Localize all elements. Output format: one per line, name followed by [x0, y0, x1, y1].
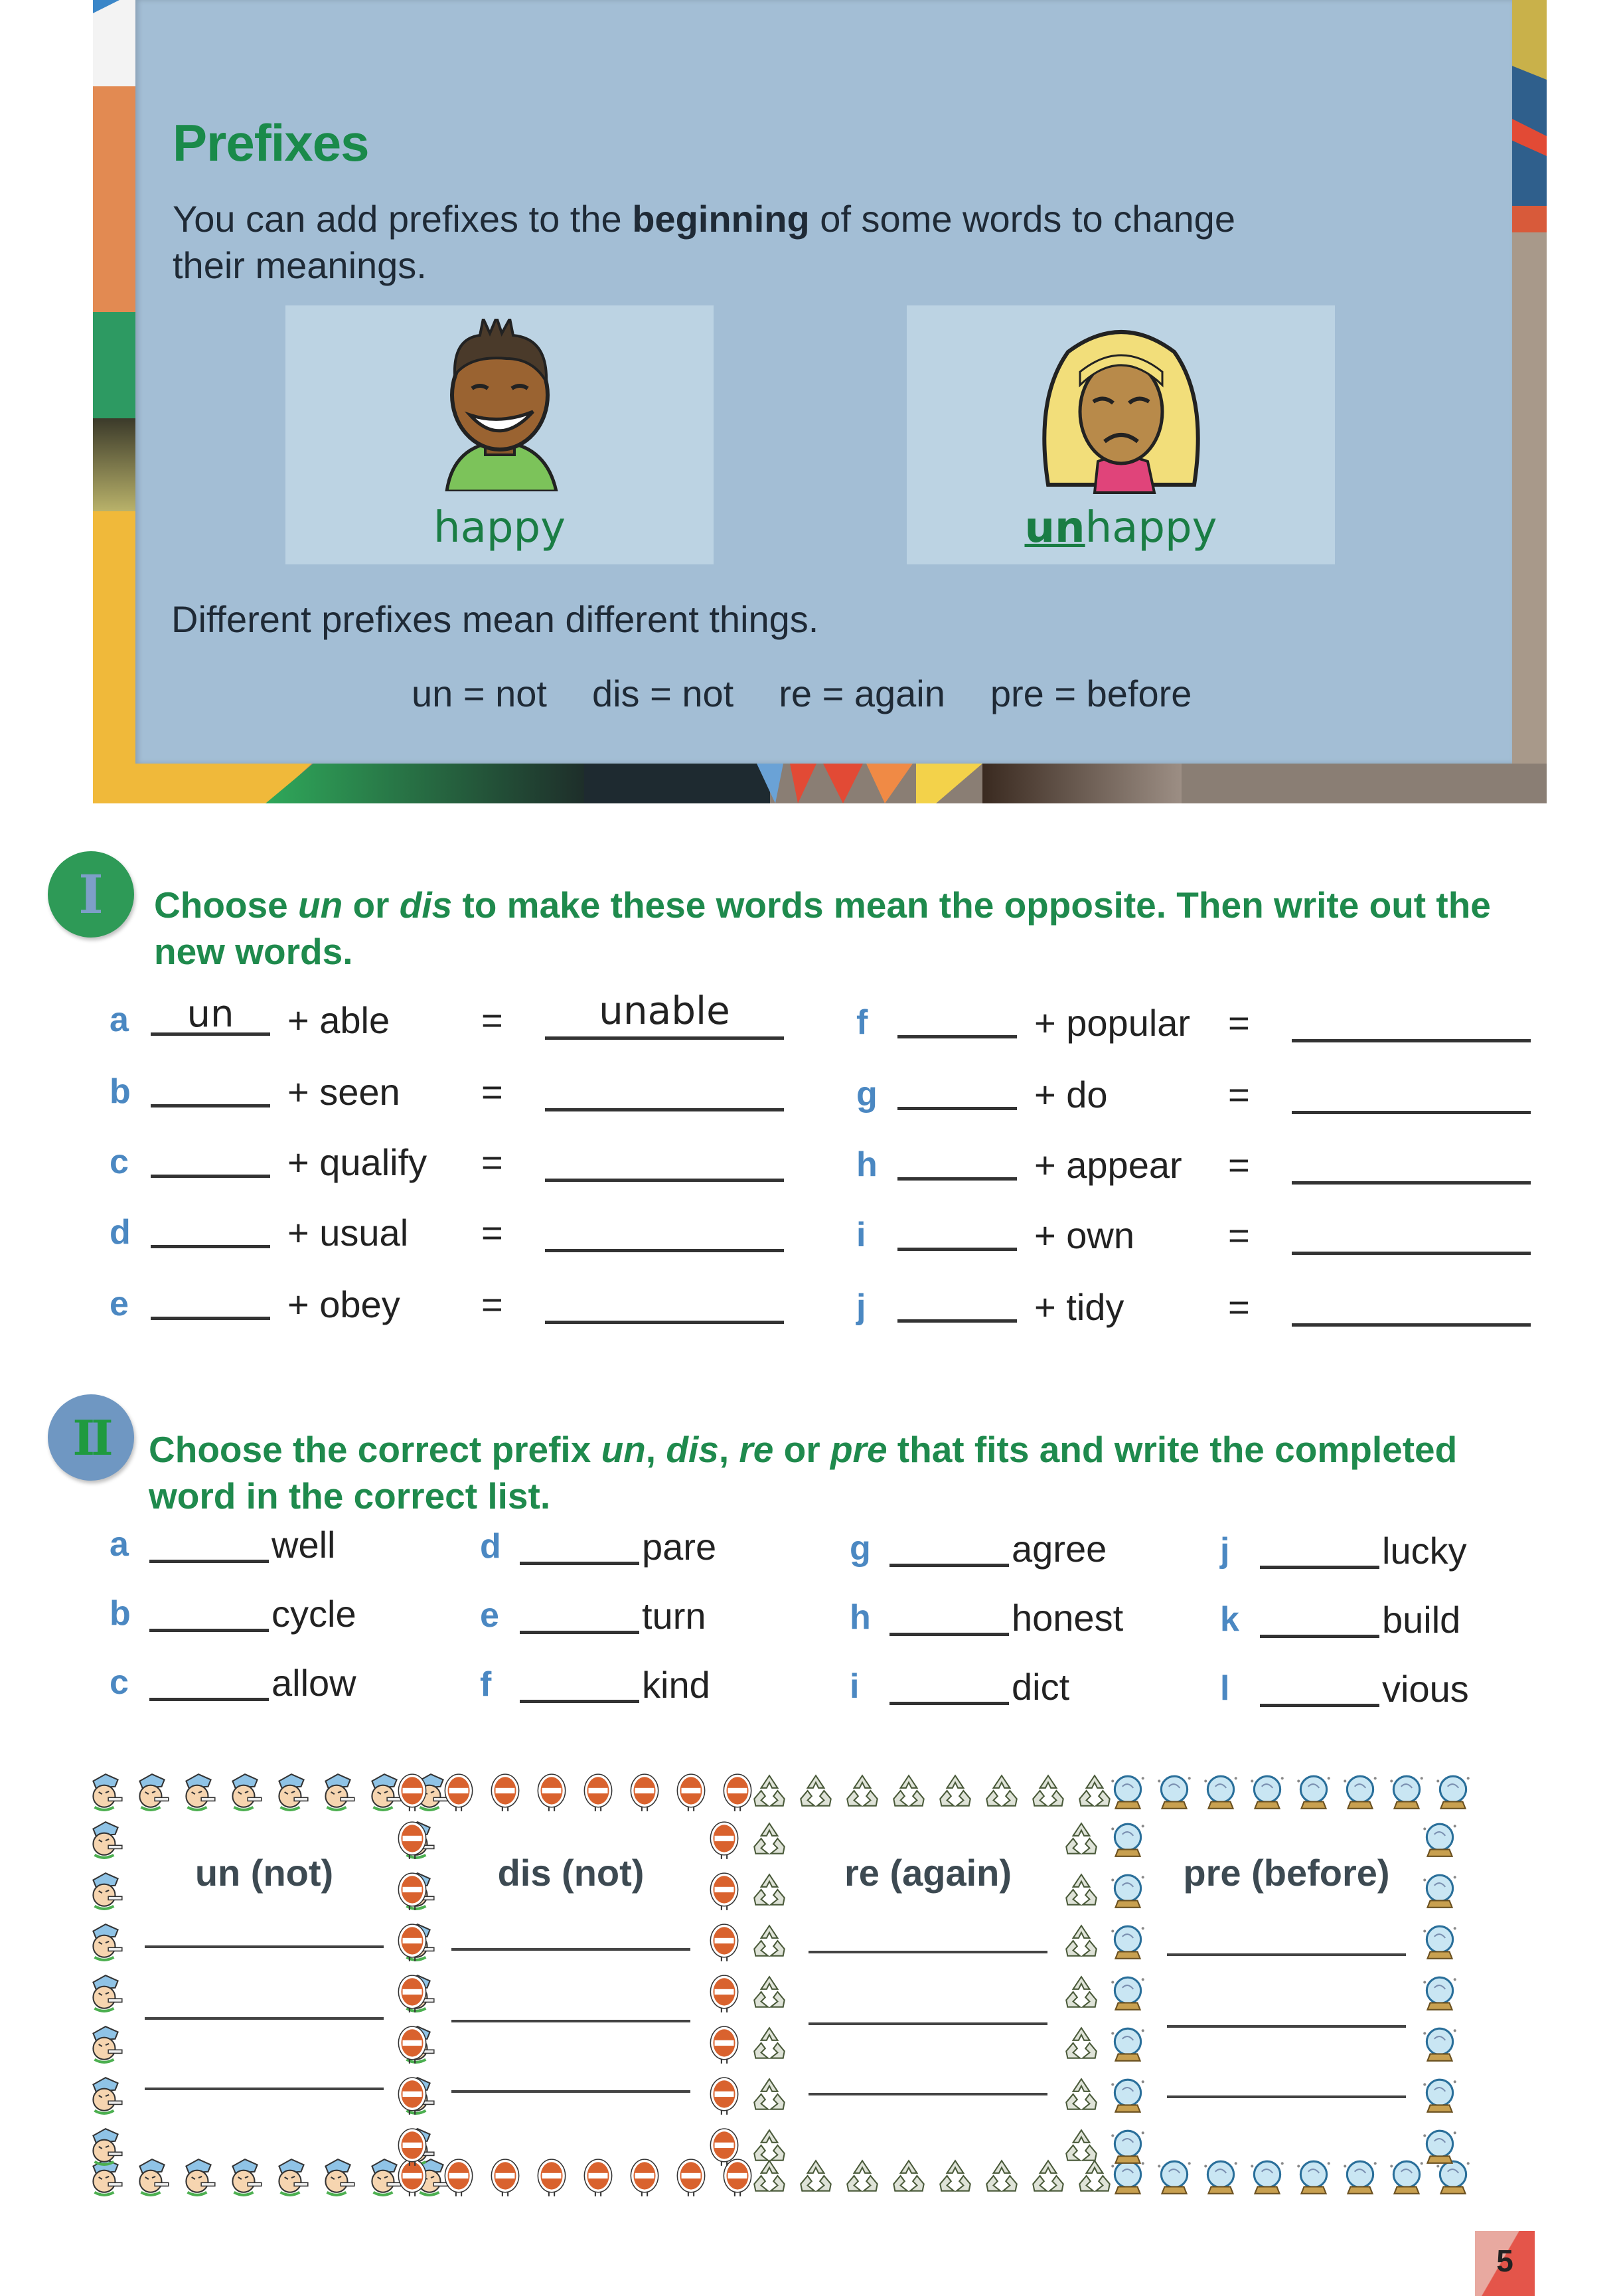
- exercise-1-instruction: Choose un or dis to make these words mean the opposite. Then write out the new words.: [154, 884, 1491, 972]
- grumpy-face-icon: [224, 2157, 266, 2201]
- crystal-ball-icon: [1293, 1771, 1334, 1816]
- no-entry-sign-icon: [392, 1922, 433, 1966]
- list-heading: re (again): [844, 1852, 1012, 1894]
- grumpy-face-icon: [85, 2024, 126, 2068]
- word-stem: honest: [1012, 1597, 1124, 1639]
- item-letter: h: [856, 1145, 878, 1184]
- crystal-ball-icon: [1247, 2157, 1288, 2201]
- list-answer-line[interactable]: [809, 2093, 1047, 2095]
- page-title: Prefixes: [173, 114, 369, 172]
- unhappy-picture-card: [907, 305, 1335, 564]
- exercise-2-item: [850, 1664, 1208, 1717]
- unhappy-caption: unhappy: [1024, 503, 1217, 552]
- item-letter: i: [850, 1667, 860, 1706]
- prefix-answer-blank[interactable]: [1260, 1528, 1379, 1569]
- crystal-ball-icon: [1107, 1771, 1148, 1816]
- word-stem: turn: [642, 1595, 706, 1637]
- equals-sign: =: [1228, 1286, 1250, 1328]
- exercise-2-item: [110, 1591, 468, 1644]
- item-letter: d: [110, 1213, 131, 1252]
- list-answer-line[interactable]: [145, 1945, 384, 1948]
- no-entry-sign-icon: [438, 1771, 479, 1816]
- prefix-answer-blank[interactable]: [520, 1524, 639, 1565]
- word-stem: dict: [1012, 1666, 1070, 1708]
- page-number: 5: [1475, 2231, 1535, 2296]
- no-entry-sign-icon: [704, 2024, 745, 2068]
- prefix-list-0: [85, 1771, 443, 2203]
- item-letter: e: [480, 1596, 499, 1635]
- crystal-ball-icon: [1419, 1973, 1460, 2017]
- no-entry-sign-icon: [670, 1771, 712, 1816]
- prefix-answer-blank[interactable]: un: [151, 996, 270, 1036]
- prefix-list-3: [1107, 1771, 1466, 2203]
- recycle-icon: [1061, 2075, 1102, 2119]
- prefix-meanings: [412, 672, 1192, 715]
- grumpy-face-icon: [224, 1771, 266, 1816]
- word-stem: lucky: [1382, 1530, 1467, 1572]
- prefix-list-2: [749, 1771, 1107, 2203]
- list-answer-line[interactable]: [1167, 2095, 1406, 2098]
- no-entry-sign-icon: [704, 2075, 745, 2119]
- grumpy-face-icon: [85, 1771, 126, 1816]
- exercise-2-item: [850, 1595, 1208, 1648]
- exercise-2-item: [480, 1662, 838, 1715]
- equals-sign: =: [1228, 1002, 1250, 1044]
- recycle-icon: [842, 1771, 883, 1816]
- crystal-ball-icon: [1247, 1771, 1288, 1816]
- no-entry-sign-icon: [531, 1771, 572, 1816]
- base-word: + appear: [1034, 1144, 1182, 1186]
- recycle-icon: [749, 1771, 790, 1816]
- crystal-ball-border-top: [1107, 1771, 1474, 1816]
- equals-sign: =: [481, 1071, 503, 1113]
- recycle-border-top: [749, 1771, 1115, 1816]
- prefix-list-1: [392, 1771, 750, 2203]
- exercise-2-item: [1220, 1528, 1579, 1581]
- banner-frame-right: [1507, 0, 1547, 803]
- happy-picture-card: [285, 305, 714, 564]
- no-entry-sign-icon: [392, 1973, 433, 2017]
- no-entry-sign-icon: [531, 2157, 572, 2201]
- no-entry-sign-icon: [704, 1922, 745, 1966]
- recycle-icon: [749, 1973, 790, 2017]
- recycle-icon: [749, 2126, 790, 2171]
- crystal-ball-icon: [1107, 2075, 1148, 2119]
- prefix-answer-blank[interactable]: [889, 1664, 1009, 1705]
- word-stem: agree: [1012, 1528, 1107, 1570]
- new-word-answer-blank[interactable]: [1292, 1211, 1531, 1255]
- no-entry-sign-icon: [438, 2157, 479, 2201]
- exercise-2-item: [110, 1660, 468, 1713]
- item-letter: b: [110, 1594, 131, 1633]
- prefix-lists: [85, 1771, 1519, 2203]
- list-answer-line[interactable]: [1167, 2025, 1406, 2028]
- no-entry-sign-icon: [392, 2126, 433, 2171]
- base-word: + obey: [287, 1283, 400, 1325]
- exercise-1-badge: I: [48, 851, 134, 938]
- no-entry-sign-border-top: [392, 1771, 758, 1816]
- list-heading: pre (before): [1183, 1852, 1390, 1894]
- sad-girl-icon: [1022, 319, 1221, 498]
- list-answer-line[interactable]: [145, 2088, 384, 2090]
- crystal-ball-icon: [1200, 1771, 1241, 1816]
- list-heading: dis (not): [497, 1852, 645, 1894]
- exercise-2-badge: II: [48, 1394, 134, 1481]
- base-word: + able: [287, 999, 390, 1041]
- intro-banner: [93, 0, 1547, 803]
- crystal-ball-icon: [1432, 1771, 1474, 1816]
- item-letter: c: [110, 1663, 129, 1702]
- grumpy-face-icon: [131, 2157, 173, 2201]
- recycle-icon: [1028, 1771, 1069, 1816]
- crystal-ball-icon: [1293, 2157, 1334, 2201]
- crystal-ball-icon: [1419, 2024, 1460, 2068]
- prefix-answer-blank[interactable]: [897, 1211, 1017, 1251]
- word-stem: vious: [1382, 1668, 1469, 1710]
- no-entry-sign-icon: [485, 1771, 526, 1816]
- no-entry-sign-icon: [578, 1771, 619, 1816]
- item-letter: i: [856, 1216, 866, 1254]
- exercise-1-item: [110, 1068, 807, 1121]
- grumpy-face-icon: [178, 1771, 219, 1816]
- prefix-answer-blank[interactable]: [149, 1591, 269, 1632]
- recycle-icon: [1061, 2126, 1102, 2171]
- new-word-answer-blank[interactable]: [1292, 999, 1531, 1042]
- item-letter: j: [856, 1287, 866, 1326]
- prefix-answer-blank[interactable]: [151, 1138, 270, 1178]
- new-word-answer-blank[interactable]: [545, 1068, 784, 1111]
- word-stem: build: [1382, 1599, 1461, 1641]
- exercise-2-item: [1220, 1597, 1579, 1650]
- prefix-answer-blank[interactable]: [520, 1593, 639, 1634]
- banner-frame-bottom: [93, 764, 1547, 803]
- item-letter: a: [110, 1525, 129, 1564]
- exercise-1-item: [856, 1283, 1553, 1336]
- recycle-icon: [842, 2157, 883, 2201]
- equals-sign: =: [481, 1141, 503, 1183]
- equals-sign: =: [1228, 1144, 1250, 1186]
- grumpy-face-icon: [85, 1973, 126, 2017]
- crystal-ball-icon: [1107, 2126, 1148, 2171]
- base-word: + seen: [287, 1071, 400, 1113]
- item-letter: j: [1220, 1531, 1230, 1570]
- exercise-2-item: [480, 1593, 838, 1646]
- grumpy-face-icon: [271, 2157, 312, 2201]
- meaning-un: un = not: [412, 673, 547, 714]
- exercise-1-item: [856, 1141, 1553, 1194]
- no-entry-sign-icon: [704, 2126, 745, 2171]
- grumpy-face-icon: [178, 2157, 219, 2201]
- recycle-icon: [795, 2157, 836, 2201]
- base-word: + qualify: [287, 1141, 427, 1183]
- item-letter: h: [850, 1598, 871, 1637]
- exercise-1-item: [110, 988, 807, 1049]
- prefix-answer-blank[interactable]: [889, 1526, 1009, 1567]
- grumpy-face-icon: [85, 2126, 126, 2171]
- list-answer-line[interactable]: [451, 2090, 690, 2093]
- word-stem: cycle: [271, 1593, 356, 1635]
- meaning-re: re = again: [779, 673, 945, 714]
- crystal-ball-icon: [1154, 1771, 1195, 1816]
- new-word-answer-blank[interactable]: [545, 1280, 784, 1324]
- equals-sign: =: [1228, 1074, 1250, 1115]
- list-answer-line[interactable]: [451, 2020, 690, 2022]
- prefix-answer-blank[interactable]: [151, 1208, 270, 1248]
- new-word-answer-blank[interactable]: [1292, 1141, 1531, 1185]
- crystal-ball-icon: [1107, 2024, 1148, 2068]
- list-answer-line[interactable]: [145, 2017, 384, 2020]
- grumpy-face-icon: [131, 1771, 173, 1816]
- crystal-ball-icon: [1419, 2075, 1460, 2119]
- prefix-answer-blank[interactable]: [1260, 1666, 1379, 1707]
- word-stem: well: [271, 1524, 336, 1566]
- grumpy-face-icon: [317, 1771, 358, 1816]
- no-entry-sign-icon: [704, 1973, 745, 2017]
- exercise-1-item: [856, 1211, 1553, 1264]
- no-entry-sign-icon: [392, 2024, 433, 2068]
- item-letter: f: [480, 1665, 492, 1704]
- prefix-answer-blank[interactable]: [1260, 1597, 1379, 1638]
- crystal-ball-icon: [1200, 2157, 1241, 2201]
- base-word: + usual: [287, 1212, 409, 1254]
- grumpy-face-icon: [271, 1771, 312, 1816]
- recycle-icon: [1061, 1973, 1102, 2017]
- prefix-answer-blank[interactable]: [897, 1141, 1017, 1181]
- crystal-ball-icon: [1419, 2126, 1460, 2171]
- grumpy-face-icon: [317, 2157, 358, 2201]
- no-entry-sign-icon: [485, 2157, 526, 2201]
- new-word-answer-blank[interactable]: [545, 1138, 784, 1182]
- prefix-answer-blank[interactable]: [520, 1662, 639, 1703]
- list-answer-line[interactable]: [1167, 1953, 1406, 1956]
- no-entry-sign-icon: [392, 2075, 433, 2119]
- base-word: + own: [1034, 1214, 1134, 1256]
- base-word: + do: [1034, 1074, 1108, 1115]
- list-answer-line[interactable]: [809, 2022, 1047, 2025]
- exercise-1-item: [856, 1070, 1553, 1123]
- exercise-2-item: [850, 1526, 1208, 1579]
- equals-sign: =: [481, 999, 503, 1041]
- crystal-ball-icon: [1107, 1973, 1148, 2017]
- no-entry-sign-icon: [624, 1771, 665, 1816]
- new-word-answer-blank[interactable]: [545, 1208, 784, 1252]
- prefix-answer-blank[interactable]: [151, 1068, 270, 1107]
- new-word-answer-blank[interactable]: [1292, 1283, 1531, 1327]
- recycle-icon: [981, 2157, 1022, 2201]
- intro-text: You can add prefixes to the beginning of some words to change their meanings.: [173, 198, 1235, 286]
- item-letter: f: [856, 1003, 868, 1042]
- word-stem: kind: [642, 1664, 710, 1706]
- list-answer-line[interactable]: [451, 1948, 690, 1951]
- item-letter: g: [850, 1529, 871, 1568]
- exercise-2-instruction: Choose the correct prefix un, dis, re or pre that fits and write the completed word in the correct list.: [149, 1429, 1458, 1517]
- recycle-icon: [981, 1771, 1022, 1816]
- different-prefixes-text: Different prefixes mean different things.: [171, 598, 819, 640]
- item-letter: a: [110, 1001, 129, 1039]
- item-letter: b: [110, 1072, 131, 1111]
- recycle-icon: [1061, 2024, 1102, 2068]
- crystal-ball-icon: [1419, 1922, 1460, 1966]
- list-answer-line[interactable]: [809, 1951, 1047, 1953]
- word-stem: pare: [642, 1526, 717, 1568]
- prefix-answer-blank[interactable]: [149, 1522, 269, 1563]
- item-letter: l: [1220, 1669, 1230, 1708]
- grumpy-face-icon: [85, 2075, 126, 2119]
- exercise-2-item: [1220, 1666, 1579, 1719]
- prefix-answer-blank[interactable]: [897, 1283, 1017, 1323]
- item-letter: e: [110, 1285, 129, 1323]
- recycle-icon: [935, 2157, 976, 2201]
- exercise-1-item: [110, 1208, 807, 1262]
- recycle-icon: [749, 2024, 790, 2068]
- equals-sign: =: [481, 1212, 503, 1254]
- recycle-icon: [888, 2157, 929, 2201]
- happy-boy-icon: [407, 319, 593, 491]
- crystal-ball-icon: [1386, 1771, 1427, 1816]
- happy-caption: happy: [433, 503, 566, 552]
- no-entry-sign-icon: [392, 1771, 433, 1816]
- exercise-1-item: [856, 999, 1553, 1052]
- no-entry-sign-icon: [578, 2157, 619, 2201]
- recycle-icon: [888, 1771, 929, 1816]
- grumpy-face-icon: [85, 1922, 126, 1966]
- base-word: + popular: [1034, 1002, 1191, 1044]
- item-letter: c: [110, 1143, 129, 1181]
- item-letter: g: [856, 1075, 878, 1113]
- crystal-ball-icon: [1154, 2157, 1195, 2201]
- recycle-icon: [1061, 1922, 1102, 1966]
- recycle-icon: [935, 1771, 976, 1816]
- equals-sign: =: [481, 1283, 503, 1325]
- crystal-ball-icon: [1340, 2157, 1381, 2201]
- equals-sign: =: [1228, 1214, 1250, 1256]
- no-entry-sign-icon: [624, 2157, 665, 2201]
- banner-frame-left: [93, 0, 141, 803]
- meaning-dis: dis = not: [591, 673, 734, 714]
- recycle-icon: [749, 1922, 790, 1966]
- prefix-answer-blank[interactable]: [889, 1595, 1009, 1636]
- prefix-answer-blank[interactable]: [897, 999, 1017, 1038]
- prefix-answer-blank[interactable]: [897, 1070, 1017, 1110]
- crystal-ball-icon: [1107, 1922, 1148, 1966]
- new-word-answer-blank[interactable]: [1292, 1070, 1531, 1114]
- recycle-icon: [749, 2075, 790, 2119]
- exercise-1-item: [110, 1138, 807, 1191]
- base-word: + tidy: [1034, 1286, 1124, 1328]
- item-letter: k: [1220, 1600, 1239, 1639]
- crystal-ball-icon: [1340, 1771, 1381, 1816]
- list-heading: un (not): [194, 1852, 334, 1894]
- exercise-2-item: [110, 1522, 468, 1575]
- exercise-1-item: [110, 1280, 807, 1333]
- exercise-2-item: [480, 1524, 838, 1577]
- recycle-icon: [795, 1771, 836, 1816]
- prefix-answer-blank[interactable]: [149, 1660, 269, 1701]
- meaning-pre: pre = before: [990, 673, 1192, 714]
- item-letter: d: [480, 1527, 501, 1566]
- new-word-answer-blank[interactable]: unable: [545, 996, 784, 1040]
- prefix-answer-blank[interactable]: [151, 1280, 270, 1320]
- word-stem: allow: [271, 1662, 356, 1704]
